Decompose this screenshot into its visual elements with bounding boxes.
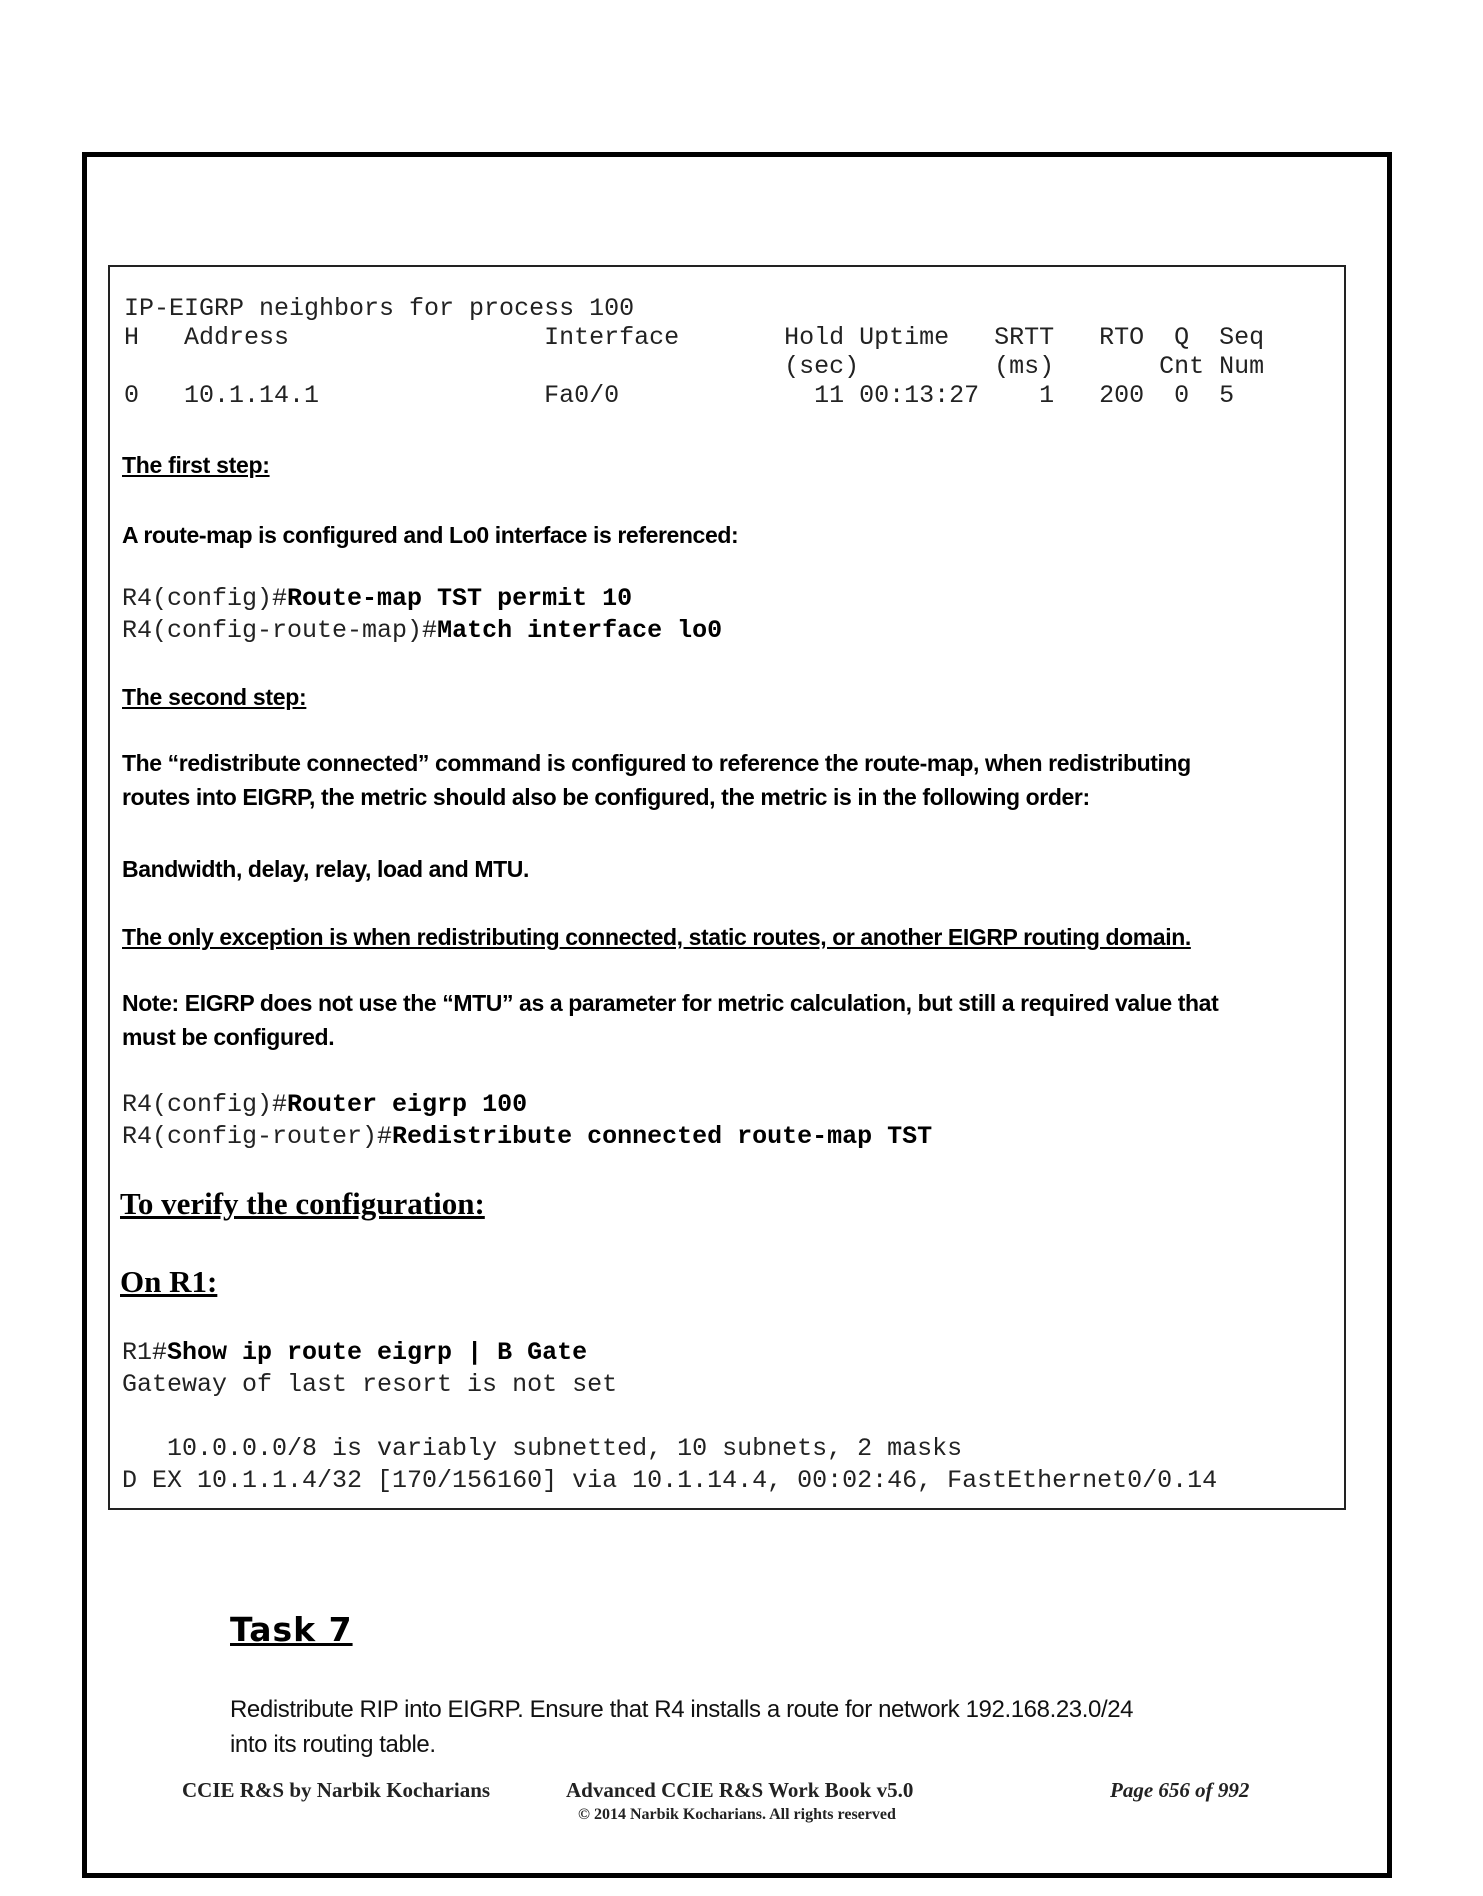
show-output-line: Gateway of last resort is not set [122, 1370, 618, 1399]
footer-author: CCIE R&S by Narbik Kocharians [182, 1778, 491, 1802]
verify-heading: To verify the configuration: [120, 1186, 485, 1221]
config-line [122, 1122, 932, 1151]
content-box [108, 265, 1346, 1510]
first-step-description: A route-map is configured and Lo0 interface is referenced: [122, 522, 739, 548]
show-command-line [122, 1338, 587, 1367]
on-r1-heading: On R1: [120, 1264, 218, 1299]
note-line: Note: EIGRP does not use the “MTU” as a parameter for metric calculation, but still a required value that [122, 990, 1219, 1016]
second-step-description [122, 746, 1191, 814]
task-title: Task 7 [230, 1610, 353, 1649]
eigrp-neighbors-header: H Address Interface Hold Uptime SRTT RTO Q Seq [124, 323, 1265, 352]
mtu-note [122, 986, 1218, 1054]
task-description [230, 1692, 1133, 1762]
cli-command: Route-map TST permit 10 [287, 584, 633, 613]
second-step-heading: The second step: [122, 684, 307, 710]
table-row: 0 10.1.14.1 Fa0/0 11 00:13:27 1 200 0 5 [124, 381, 1235, 410]
cli-prompt: R1# [122, 1338, 168, 1367]
description-line: routes into EIGRP, the metric should also be configured, the metric is in the following order: [122, 784, 1090, 810]
cli-prompt: R4(config)# [122, 584, 288, 613]
cli-command: Show ip route eigrp | B Gate [167, 1338, 588, 1367]
footer-copyright: © 2014 Narbik Kocharians. All rights reserved [578, 1806, 896, 1823]
cli-prompt: R4(config-router)# [122, 1122, 393, 1151]
eigrp-neighbors-title: IP-EIGRP neighbors for process 100 [124, 294, 635, 323]
first-step-heading: The first step: [122, 452, 270, 478]
task-line: into its routing table. [230, 1731, 436, 1758]
exception-note: The only exception is when redistributing connected, static routes, or another EIGRP routing domain. [122, 924, 1191, 950]
footer-page-number: Page 656 of 992 [1110, 1778, 1250, 1802]
cli-prompt: R4(config-route-map)# [122, 616, 438, 645]
note-line: must be configured. [122, 1024, 335, 1050]
config-line [122, 1090, 527, 1119]
description-line: The “redistribute connected” command is configured to reference the route-map, when redistributing [122, 750, 1191, 776]
config-line [122, 584, 632, 613]
config-line [122, 616, 722, 645]
cli-prompt: R4(config)# [122, 1090, 288, 1119]
cli-command: Router eigrp 100 [287, 1090, 528, 1119]
footer-book-title: Advanced CCIE R&S Work Book v5.0 [566, 1778, 914, 1802]
show-output-line: 10.0.0.0/8 is variably subnetted, 10 subnets, 2 masks [122, 1434, 963, 1463]
show-output-line: D EX 10.1.1.4/32 [170/156160] via 10.1.14.4, 00:02:46, FastEthernet0/0.14 [122, 1466, 1218, 1495]
cli-command: Redistribute connected route-map TST [392, 1122, 933, 1151]
task-line: Redistribute RIP into EIGRP. Ensure that R4 installs a route for network 192.168.23.0/24 [230, 1696, 1134, 1723]
metric-order: Bandwidth, delay, relay, load and MTU. [122, 856, 529, 882]
cli-command: Match interface lo0 [437, 616, 723, 645]
eigrp-neighbors-header-units: (sec) (ms) Cnt Num [124, 352, 1265, 381]
